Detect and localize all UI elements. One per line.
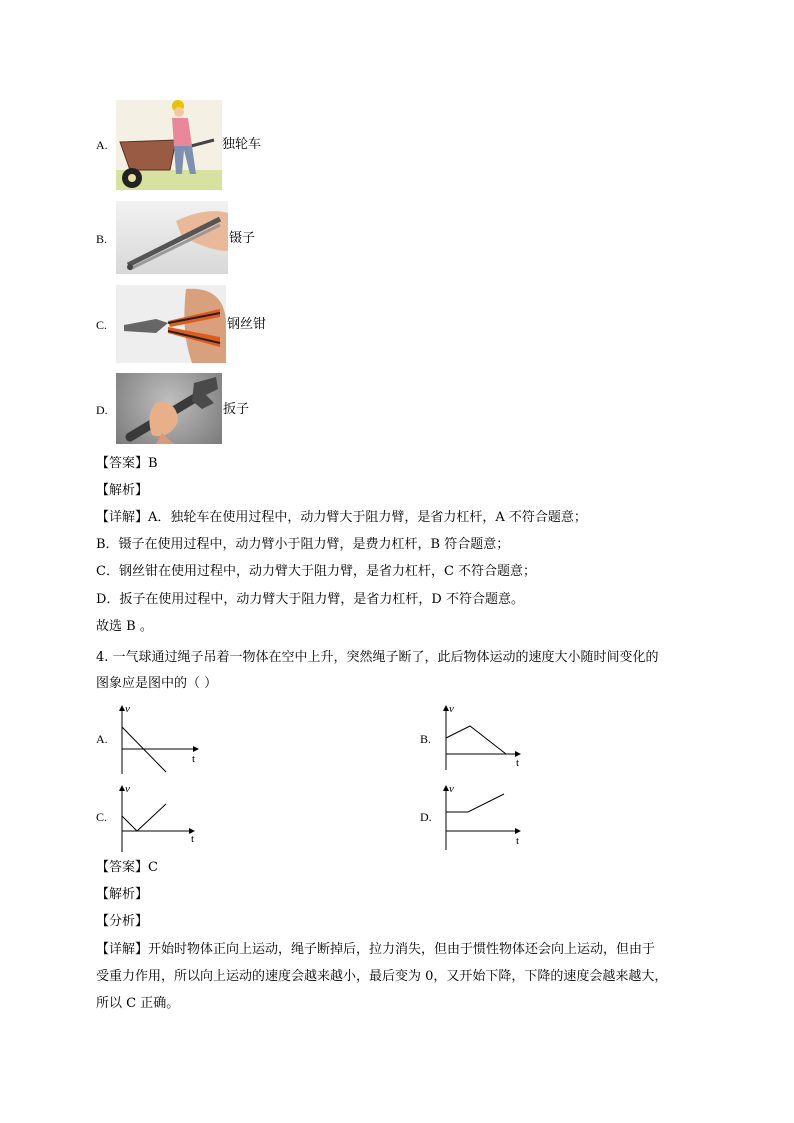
q3-analysis-title: 【解析】 [96, 483, 149, 498]
q3-answer: 【答案】B [96, 456, 158, 471]
q3-detail-line: D．扳子在使用过程中，动力臂大于阻力臂，是省力杠杆，D 不符合题意。 [96, 592, 524, 607]
option-b-label: 镊子 [229, 231, 256, 246]
graph-b-v-label: v [449, 703, 454, 715]
option-b-letter: B. [96, 232, 108, 246]
q4-answer: 【答案】C [96, 860, 158, 875]
graph-d-letter: D. [420, 810, 432, 824]
option-c-label: 钢丝钳 [227, 317, 267, 332]
graph-a-t-label: t [192, 753, 196, 765]
option-d-letter: D. [96, 403, 108, 417]
graph-c-t-label: t [191, 833, 195, 845]
graph-b-letter: B. [420, 732, 432, 746]
tweezers-photo [116, 201, 228, 274]
q4-analysis-sub: 【分析】 [96, 914, 149, 929]
graph-a [112, 700, 202, 780]
wrench-photo [116, 373, 222, 444]
graph-c-letter: C. [96, 810, 108, 824]
option-c-letter: C. [96, 318, 108, 332]
q3-conclusion: 故选 B 。 [96, 619, 153, 634]
q4-detail-line: 【详解】开始时物体正向上运动，绳子断掉后，拉力消失，但由于惯性物体还会向上运动，但由于 [96, 942, 656, 957]
graph-a-v-label: v [125, 703, 130, 715]
graph-c-v-label: v [125, 783, 130, 795]
q4-stem: 4. 一气球通过绳子吊着一物体在空中上升，突然绳子断了，此后物体运动的速度大小随时间变化的 [96, 650, 659, 665]
q3-detail-line: B．镊子在使用过程中，动力臂小于阻力臂，是费力杠杆，B 符合题意； [96, 537, 510, 552]
q4-detail-line: 受重力作用，所以向上运动的速度会越来越小，最后变为 0，又开始下降，下降的速度会越来越大， [96, 969, 668, 984]
q3-detail-line: C．钢丝钳在使用过程中，动力臂大于阻力臂，是省力杠杆，C 不符合题意； [96, 564, 537, 579]
option-d-label: 扳子 [223, 402, 250, 417]
graph-d-t-label: t [516, 835, 520, 847]
option-a-letter: A. [96, 138, 108, 152]
q4-detail-line: 所以 C 正确。 [96, 996, 180, 1011]
q4-analysis-title: 【解析】 [96, 887, 149, 902]
graph-b [436, 700, 526, 780]
wheelbarrow-photo [116, 100, 222, 190]
q3-detail-line: 【详解】A．独轮车在使用过程中，动力臂大于阻力臂，是省力杠杆，A 不符合题意； [96, 510, 587, 525]
graph-c [112, 780, 202, 860]
graph-d-v-label: v [449, 783, 454, 795]
graph-a-letter: A. [96, 732, 108, 746]
graph-b-t-label: t [516, 757, 520, 769]
option-a-label: 独轮车 [222, 137, 262, 152]
pliers-photo [116, 285, 226, 363]
graph-d [436, 780, 526, 860]
q4-stem: 图象应是图中的（ ） [96, 676, 218, 691]
